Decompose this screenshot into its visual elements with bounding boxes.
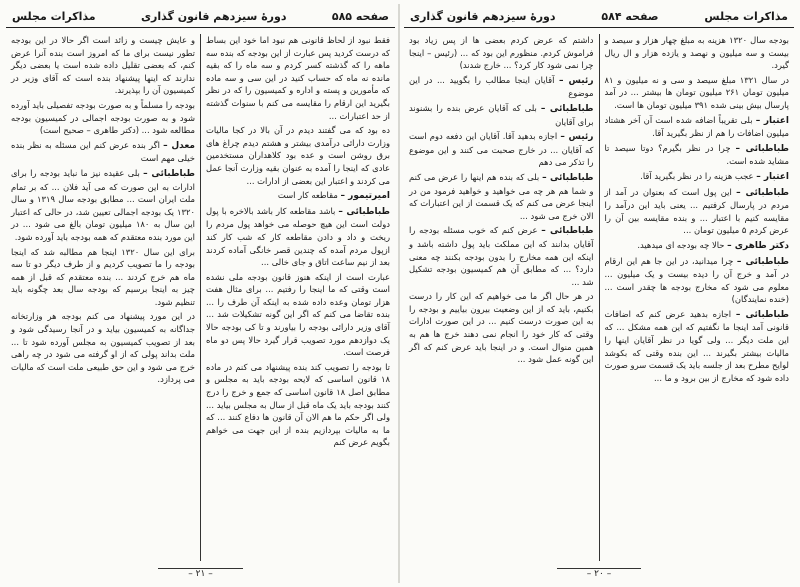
speaker-name: طباطبائی – <box>143 168 195 179</box>
paragraph-text: حالا چه بودجه ای میدهید. <box>637 239 725 250</box>
paragraph-text: داشتم که عرض کردم بعضی ها از پس زیاد بود فراموش کردم. منظورم این بود که ... (رئیس – اینجا چرا نمی شود کار کرد؟ ... خارج شدند) <box>409 35 594 71</box>
paragraph <box>605 186 790 237</box>
paragraph-text: بلی که بنده هم اینها را عرض می کنم و شما هم هر چه می خواهید و خواهید فرمود من در اینجا عرض می کنم که یک قسمت از این اعتبارات که الان خرج می شود ... <box>409 171 594 221</box>
page-number-label: صفحه ۵۸۵ <box>331 10 389 23</box>
page-header <box>6 6 395 28</box>
paragraph-text: در سال ۱۳۲۱ مبلغ سیصد و سی و نه میلیون و ۸۱ میلیون تومان ۲۶۱ میلیون تومان ها بیشتر ... در آمد پارسال بیش بینی شده ۳۹۱ میلیون تومان ها است. <box>604 74 790 110</box>
speaker-name: رئیس – <box>559 75 594 86</box>
paragraph <box>409 224 594 288</box>
paragraph <box>605 170 790 184</box>
paragraph-text: بلی عقیده نیز ما نباید بودجه را برای ادارات به این صورت که می آید فلان ... که بر تمام ملت ایران است ... مطابق بودجه سال ۱۳۱۹ و سال ۱۳۲۰ یک بودجه اجمالی تعیین شد، در حالی که اعتبار این سال به ۱۸۰ میلیون تومان بالغ می شود ... در این مورد بنده معتقدم که همه بودجه باید آورده شود. <box>11 167 195 242</box>
paragraph <box>206 124 390 187</box>
paragraph <box>11 99 195 137</box>
paragraph-text: بودجه را مسلماً و به صورت بودجه تفصیلی باید آورده شود و به صورت بودجه اجمالی در کمیسیون بودجه مطالعه شود ... (دکتر طاهری – صحیح است) <box>11 99 195 136</box>
paragraph-text: این پول است که بعنوان در آمد از مردم در پارسال کرفتیم ... یعنی باید این درآمد را مقایسه کنیم با اعتبار ... و بنده مقایسه بین آن را عرض کردم ۵ میلیون تومان ... <box>604 186 789 236</box>
speaker-name: طباطبائی – <box>735 309 789 320</box>
footer-page-number: – ۲۰ – <box>557 568 641 579</box>
paragraph-text: چرا میدانید، در این جا هم این ارقام در آمد و خرج آن را دیده بیست و یک میلیون ... معلوم می شود که مخارج بودجه ها چقدر است ... (خنده نمایندگان) <box>604 255 789 305</box>
paragraph <box>409 290 594 366</box>
paragraph <box>206 271 390 359</box>
paragraph-text: و عایش چیست و زائد است اگر حالا در این بودجه تطور نیست برای ما که امروز است بنده آنرا عرض کنم، که بعضی تقلیل داده شده است یا بعضی دیگر ندارند که اینها پیشنهاد بنده است که آقای وزیر در کمیسیون آن را بپذیرند. <box>11 35 195 96</box>
paragraph-text: بلی که آقایان عرض بنده را بشنوند برای آقایان <box>409 102 594 127</box>
paragraph <box>409 74 594 100</box>
speaker-name: طباطبائی – <box>735 143 790 154</box>
left-page <box>6 6 395 581</box>
page-number-label: صفحه ۵۸۴ <box>601 10 659 23</box>
paragraph-text: عبارت است از اینکه هنوز قانون بودجه ملی نشده است وقتی که ما اینجا را رفتیم ... برای مثال هفت هزار تومان وعده داده شده به اینکه آن طرف را ... بنده تقاضا می کنم که اگر این گونه تشکیلات شد ... آقای وزیر دارائی بودجه را بیاورند و تا کی بودجه حالا یک دوازدهم مورد تصویب قرار گیرد حالا پس دو ماه فرصت است. <box>206 271 390 358</box>
paragraph-text: بودجه سال ۱۳۲۰ هزینه به مبلغ چهار هزار و سیصد و بیست و سه میلیون و نهصد و یازده هزار و ال ریال گیرد. <box>604 35 789 71</box>
book-gutter <box>398 4 400 583</box>
paragraph-text: مقاطعه کار است <box>277 190 338 201</box>
journal-subtitle: مذاکرات مجلس <box>704 10 788 23</box>
page-footer <box>404 565 794 581</box>
paragraph <box>206 205 390 269</box>
text-column <box>404 34 600 561</box>
paragraph <box>11 310 195 386</box>
paragraph-text: چرا در نظر بگیرم؟ دوتا سیصد تا مشاید شده است. <box>604 142 789 167</box>
speaker-name: طباطبائی – <box>736 256 789 267</box>
paragraph <box>206 34 390 122</box>
paragraph-text: در این مورد پیشنهاد می کنم بودجه هر وزارتخانه جداگانه به کمیسیون بیاید و در آنجا رسیدگی شود و بعد از تصویب کمیسیون به مجلس آورده شود تا ... ملت بداند پولی که از او گرفته می شود در چه راهی خرج می شود و این حق طبیعی ملت است که مالیات می پردازد. <box>11 311 195 385</box>
text-columns <box>404 34 794 561</box>
speaker-name: طباطبائی – <box>338 206 390 217</box>
paragraph <box>605 142 790 168</box>
paragraph <box>206 189 390 203</box>
paragraph <box>11 167 195 244</box>
paragraph <box>605 255 790 306</box>
paragraph-text: برای این سال ۱۳۲۰ اینجا هم مطالبه شد که اینجا بودجه را ما تصویب کردیم و از طرف دیگر دو تا سه ماه هم خرج کردند ... بنده معتقدم که قبل از همه چیز به اینجا برسیم که بودجه سال بعد چگونه باید تنظیم شود. <box>11 246 195 307</box>
paragraph <box>409 171 594 222</box>
paragraph <box>605 114 790 140</box>
paragraph-text: ده بود که می گفتند دیدم در آن بالا در کجا مالیات وزارت دارائی درآمدی بیشتر و هشتم دیدم چراغ های برق روشن است و عده بود کلاهداران مستخدمین عادی که اینجا را آمده به عنوان بقیه وزارت آنجا عمل می کردند و اعتبار این بعضی از ادارات ... <box>206 125 390 186</box>
paragraph-text: آقایان اینجا مطالب را بگویید ... در این موضوع <box>409 74 594 99</box>
page-header <box>404 6 794 28</box>
paragraph <box>409 34 594 72</box>
text-column <box>600 34 795 561</box>
text-column <box>201 34 395 561</box>
speaker-name: طباطبائی – <box>541 226 594 237</box>
text-columns <box>6 34 395 561</box>
paragraph <box>605 74 790 112</box>
paragraph <box>206 361 390 449</box>
speaker-name: معدل – <box>163 140 195 151</box>
speaker-name: اعتبار – <box>756 171 789 182</box>
speaker-name: طباطبائی – <box>540 103 594 114</box>
speaker-name: دکتر طاهری – <box>727 240 789 251</box>
speaker-name: اعتبار – <box>755 115 789 126</box>
paragraph-text: در هر حال اگر ما می خواهیم که این کار را درست بکنیم، باید که از این وضعیت بیرون بیاییم و بودجه را به این صورت درست کنیم ... در این صورت ادارات وقتی که کار خود را انجام نمی دهند خرج ها هم به همین منوال است. و در اینجا باید عرض کنم که اگر این گونه عمل شود ... <box>409 291 594 365</box>
paragraph-text: بلی تقریباً اضافه شده است آن آخر هشتاد میلیون اضافات را هم از نظر بگیرید آقا. <box>604 114 789 139</box>
paragraph-text: عرض کنم که خوب مسئله بودجه را آقایان بدانند که این مملکت باید پول داشته باشد و اینکه این همه مخارج را بدون بودجه بکنند چه معنی دارد؟ ... که مطابق آن هم کمیسیون بودجه تشکیل شد ... <box>409 225 594 287</box>
paragraph-text: اجازه بدهید آقا. آقایان این دفعه دوم است که آقایان ... در خارج صحبت می کنند و این موضوع را تذکر می دهم <box>409 131 594 168</box>
paragraph <box>409 102 594 128</box>
paragraph <box>605 308 790 385</box>
journal-title: دورهٔ سیزدهم قانون گذاری <box>410 10 556 23</box>
journal-subtitle: مذاکرات مجلس <box>12 10 96 23</box>
paragraph <box>605 239 790 253</box>
paragraph <box>11 34 195 97</box>
paragraph <box>409 130 594 169</box>
paragraph <box>11 246 195 309</box>
speaker-name: امیرتیمور – <box>340 191 390 202</box>
paragraph-text: عجب هزینه را در نظر بگیرید آقا. <box>640 170 754 181</box>
paragraph <box>11 139 195 165</box>
speaker-name: طباطبائی – <box>542 172 594 183</box>
page-footer <box>6 565 395 581</box>
paragraph <box>605 34 790 72</box>
paragraph-text: فقط نبود از لحاظ قانونی هم نبود اما خود این بساط که درست کردید پس عبارت از این بودجه که بنده سه ماهه را که گذشته کسر کردم و سه ماه را که بقیه مانده نه ماه که حساب کنید در این سی و سه ماده که مأمورین و پسته و اداره و کمیسیون را که در نظر بگیرید این ارقام را مقایسه می کنم با سنوات گذشته از حد اعتبارات ... <box>206 35 390 121</box>
text-column <box>6 34 201 561</box>
paragraph-text: تا بودجه را تصویب کند بنده پیشنهاد می کنم در ماده ۱۸ قانون اساسی که لایحه بودجه باید به مجلس و مطابق اصل ۱۸ قانون اساسی که جمع و خرج را درج کنند بودجه باید یک ماه قبل از سال به مجلس بیاید ... ولی اگر حکم ما هم الان آن قانون ها دفاع کنند ... که ما به مالیات بپردازیم بنده از این جهت می خواهم بگویم عرض کنم <box>206 361 390 448</box>
paragraph-text: اجازه بدهید عرض کنم که اضافات قانونی آمد اینجا ما نگفتیم که این همه مشکل ... که این ملت دیگر ... ولی گویا در نظر آقایان اینها را مالیات بیشتر بگیرند ... این بنده وقتی که بکوشد لوایح مطرح بعد از جلسه باید یک قسمت سرو صورت داده شود که مخارج از بین برود و ما ... <box>604 308 789 383</box>
paragraph-text: اگر بنده عرض کنم این مسئله به نظر بنده خیلی مهم است <box>11 139 195 164</box>
journal-title: دورهٔ سیزدهم قانون گذاری <box>140 10 287 23</box>
paragraph-text: باشد مقاطعه کار باشد بالاخره با پول دولت است این هیچ حوصله می خواهد پول مردم را ریخت و داد و دادن مقاطعه کار که شب کار کند ازپول مردم آمده که چندین قصر خانگی آماده کردند بعد از نیم ساعت اتاق و جای خالی ... <box>206 205 390 268</box>
right-page <box>404 6 794 581</box>
footer-page-number: – ۲۱ – <box>158 568 242 579</box>
speaker-name: رئیس – <box>560 132 594 143</box>
speaker-name: طباطبائی – <box>736 187 789 198</box>
